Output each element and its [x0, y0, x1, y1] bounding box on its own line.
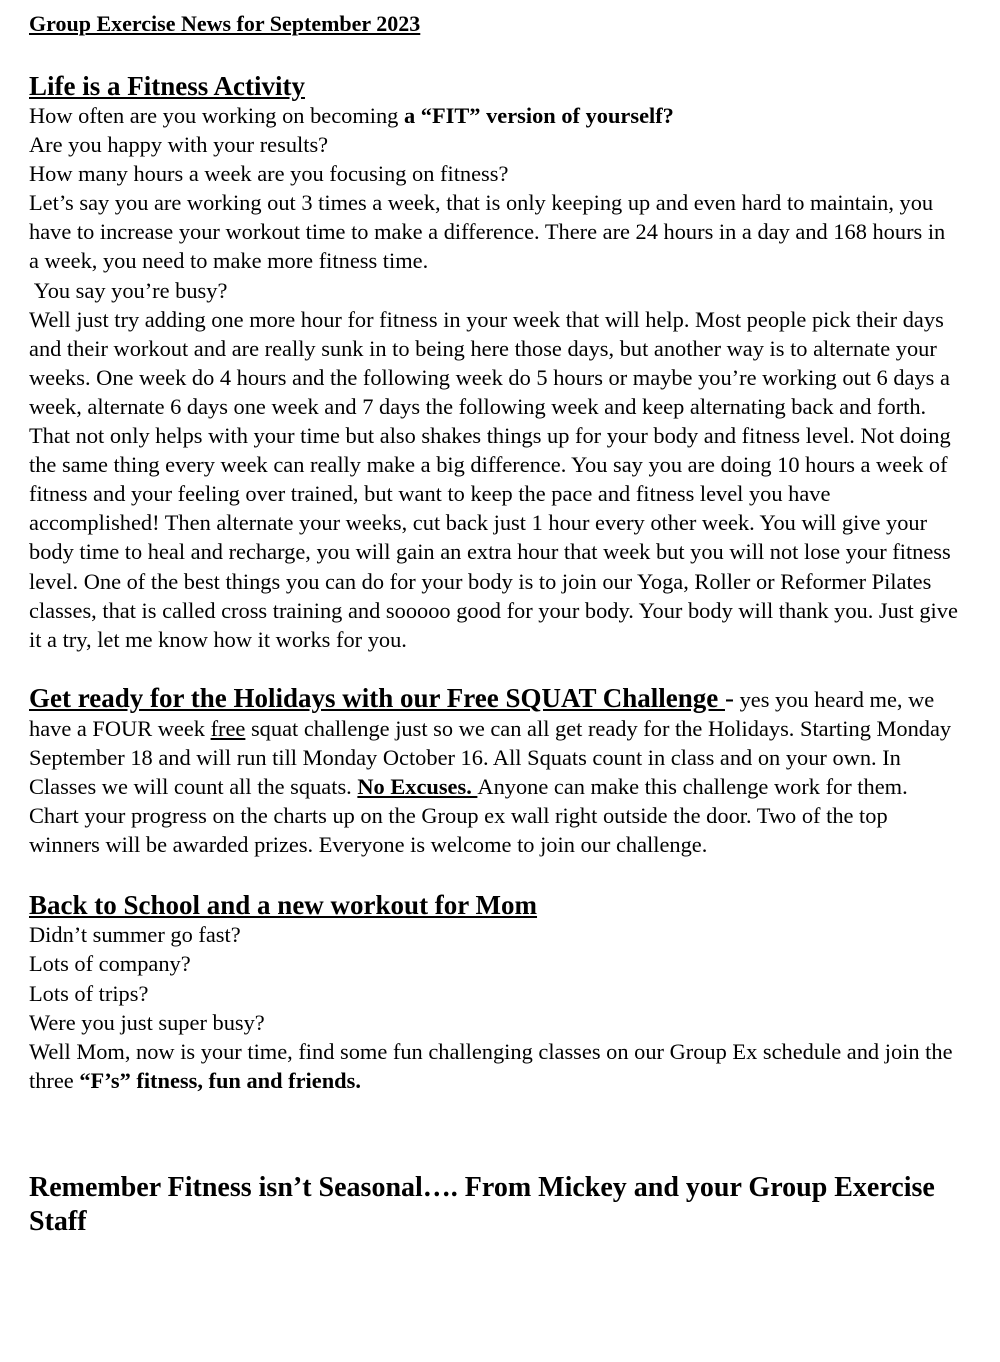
newsletter-page [29, 8, 959, 1239]
paragraph-mom-classes: Well Mom, now is your time, find some fun challenging classes on our Group Ex schedule and join the three “F’s” fitness, fun and friends. [29, 1038, 953, 1093]
no-excuses-text: No Excuses. [357, 774, 478, 800]
section-heading-squat-challenge: Get ready for the Holidays with our Free SQUAT Challenge [29, 682, 725, 713]
paragraph-workout-times: Let’s say you are working out 3 times a week, that is only keeping up and even hard to maintain, you have to increase your workout time to make a difference. There are 24 hours in a day and 168 hours in a week, you need to make more fitness time. [29, 190, 946, 274]
question-happy-results: Are you happy with your results? [29, 132, 329, 158]
question-fit-version: How often are you working on becoming a “FIT” version of yourself? [29, 103, 674, 128]
paragraph-squat-challenge: Get ready for the Holidays with our Free SQUAT Challenge - yes you heard me, we have a FOUR week free squat challenge just so we can all get ready for the Holidays. Starting Monday September 18 and will run till Monday October 16. All Squats count in class and on your own. In Classes we will count all the squats. No Excuses. Anyone can make this challenge work for them. Chart your progress on the charts up on the Group ex wall right outside the door. Two of the top winners will be awarded prizes. Everyone is welcome to join our challenge. [29, 682, 952, 858]
document-title: Group Exercise News for September 2023 [29, 11, 421, 36]
question-hours-week: How many hours a week are you focusing on fitness? [29, 161, 509, 187]
question-summer: Didn’t summer go fast? [29, 922, 241, 948]
section-heading-back-to-school: Back to School and a new workout for Mom [29, 890, 538, 921]
paragraph-alternate-weeks: Well just try adding one more hour for fitness in your week that will help. Most people pick their days and their workout and are really sunk in to being here those days, but another way is to alternate your weeks. One week do 4 hours and the following week do 5 hours or maybe you’re working out 6 days a week, alternate 6 days one week and 7 days the following week and keep alternating back and forth. That not only helps with your time but also shakes things up for your body and fitness level. Not doing the same thing every week can really make a big difference. You say you are doing 10 hours a week of fitness and your feeling over trained, but want to keep the pace and fitness level you have accomplished! Then alternate your weeks, cut back just 1 hour every other week. You will give your body time to heal and recharge, you will gain an extra hour that week but you will not lose your fitness level. One of the best things you can do for your body is to join our Yoga, Roller or Reformer Pilates classes, that is called cross training and sooooo good for your body. Your body will thank you. Just give it a try, let me know how it works for you. [29, 306, 958, 652]
section-life-fitness [29, 71, 959, 654]
section-back-to-school [29, 890, 959, 1095]
question-company: Lots of company? [29, 951, 191, 977]
closing-statement: Remember Fitness isn’t Seasonal…. From Mickey and your Group Exercise Staff [29, 1171, 935, 1237]
question-busy: Were you just super busy? [29, 1009, 265, 1035]
section-heading-life-fitness: Life is a Fitness Activity [29, 71, 305, 101]
line-say-busy: You say you’re busy? [29, 277, 228, 303]
question-trips: Lots of trips? [29, 980, 149, 1006]
section-squat-challenge [29, 683, 959, 860]
